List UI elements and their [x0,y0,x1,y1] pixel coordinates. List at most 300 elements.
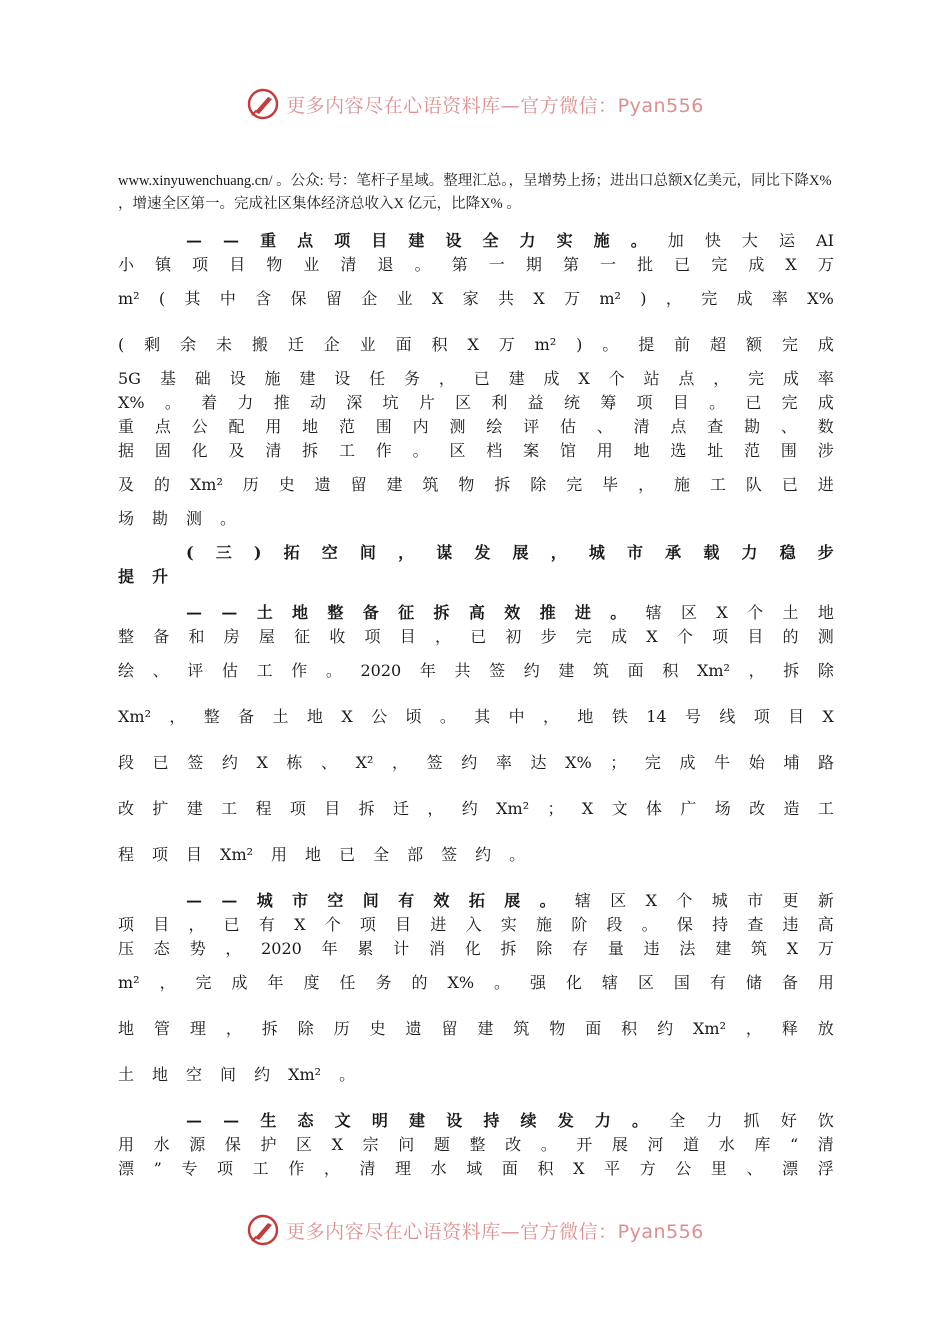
text-char: 深 [346,393,363,412]
text-char: 势 [189,939,206,958]
text-char: 约 [221,753,238,772]
text-char: 已 [339,845,356,864]
text-char: 任 [339,973,356,992]
heading-char: ， [398,543,415,562]
text-char: 更 [782,891,799,910]
text-char: 约 [475,845,492,864]
text-char: 高 [817,915,834,934]
text-char: 围 [375,417,392,436]
text-char: 目 [153,915,170,934]
text-line [118,1134,834,1156]
text-char: 作 [288,1159,305,1178]
text-char: 水 [153,1135,170,1154]
text-char: 企 [361,289,378,308]
text-char: 始 [748,753,765,772]
text-char: 场 [714,799,731,818]
text-char: “ [789,1135,799,1154]
heading-char: 施 [593,231,610,250]
text-char: 历 [333,1019,350,1038]
text-char: 计 [393,939,410,958]
text-char: 历 [242,475,259,494]
text-char: 城 [711,891,728,910]
text-char: 放 [817,1019,834,1038]
text-char: 一 [600,255,617,274]
text-char: 已 [745,393,762,412]
text-char: 目 [186,845,203,864]
text-char: 域 [466,1159,483,1178]
text-char: 存 [572,939,589,958]
text-char: X% [118,393,145,412]
text-char: 、 [321,753,338,772]
text-char: 坑 [382,393,399,412]
text-char: 项 [118,915,135,934]
text-char: 约 [254,1065,271,1084]
text-char: 第 [562,255,579,274]
text-char: 超 [710,335,727,354]
text-char: 整 [118,627,135,646]
text-line [118,254,834,276]
text-char: 作 [291,661,308,680]
text-char: X% [565,753,592,772]
text-char: 查 [707,417,724,436]
text-char: 已 [674,255,691,274]
text-char: 。 [414,255,431,274]
text-char: 。 [325,661,342,680]
text-char: 万 [564,289,581,308]
text-char: ， [438,369,455,388]
text-char: 共 [454,661,471,680]
text-char: X [431,289,444,308]
text-char: 面 [627,661,644,680]
text-char: 筑 [750,939,767,958]
heading-char: 三 [215,543,232,562]
heading-char: 续 [520,1111,537,1130]
text-char: 部 [407,845,424,864]
text-char: 迁 [393,799,410,818]
text-char: 2020 [360,661,402,680]
text-char: 用 [596,441,613,460]
heading-char: 重 [260,231,277,250]
text-line [118,1158,834,1180]
heading-char: 态 [297,1111,314,1130]
text-char: 完 [711,255,728,274]
text-char: 好 [780,1111,797,1130]
heading-char: 力 [519,231,536,250]
text-line [118,542,834,564]
text-char: 其 [474,707,491,726]
text-char: 完 [575,627,592,646]
text-char: 约 [657,1019,674,1038]
text-char: 史 [278,475,295,494]
text-char: 配 [228,417,245,436]
text-char: 区 [610,891,627,910]
text-char: 保 [224,1135,241,1154]
text-char: 约 [461,799,478,818]
text-char: 化 [565,973,582,992]
text-char: 铁 [611,707,628,726]
text-char: 房 [223,627,240,646]
text-char: 任 [369,369,386,388]
heading-char: 力 [594,1111,611,1130]
text-char: 完 [195,973,212,992]
text-char: 推 [273,393,290,412]
text-char: 施 [264,369,281,388]
watermark-header [0,84,950,124]
heading-char: 发 [474,543,491,562]
heading-char: 展 [504,891,521,910]
text-char: ， [392,753,409,772]
text-char: 清 [340,255,357,274]
text-char: X [341,707,353,726]
text-char: 区 [296,1135,313,1154]
text-char: 拆 [358,799,375,818]
text-char: 点 [154,417,171,436]
heading-char: 建 [409,1111,426,1130]
text-char: 理 [395,1159,412,1178]
text-char: 留 [441,1019,458,1038]
text-char: 全 [669,1111,686,1130]
text-char: 除 [530,475,547,494]
text-char: 项 [217,1159,234,1178]
heading-char: 载 [703,543,720,562]
text-char: 签 [426,753,443,772]
text-char: 入 [465,915,482,934]
text-char: ( [118,335,125,354]
text-char: 土 [118,1065,135,1084]
text-char: 个 [608,369,625,388]
text-char: 设 [334,369,351,388]
text-char: 步 [540,627,557,646]
heading-char: — [221,603,238,622]
text-char: 公 [371,707,388,726]
heading-char: 全 [482,231,499,250]
text-char: 动 [309,393,326,412]
text-char: X [822,707,834,726]
text-char: 企 [323,335,340,354]
text-char: 小 [118,255,135,274]
text-char: 段 [606,915,623,934]
text-char: 建 [715,939,732,958]
text-line [118,1110,834,1132]
text-char: 河 [647,1135,664,1154]
text-char: 区 [449,441,466,460]
text-char: 工 [256,661,273,680]
text-char: ” [153,1159,162,1178]
text-char: 栋 [286,753,303,772]
heading-char: 土 [256,603,273,622]
heading-char: 。 [539,891,556,910]
text-char: 年 [267,973,284,992]
heading-char: 拓 [283,543,300,562]
heading-char: 实 [556,231,573,250]
text-char: 压 [118,939,135,958]
text-char: X² [355,753,374,772]
text-char: 搬 [251,335,268,354]
heading-char: 步 [817,543,834,562]
text-char: 全 [373,845,390,864]
text-line [118,938,834,960]
text-char: 数 [817,417,834,436]
text-char: Xm² [696,661,730,680]
heading-char: 生 [260,1111,277,1130]
text-char: 空 [186,1065,203,1084]
text-char: 辖 [645,603,662,622]
text-char: 固 [154,441,171,460]
text-char: 。 [641,915,658,934]
text-char: 段 [118,753,135,772]
text-char: 选 [670,441,687,460]
text-char: 内 [412,417,429,436]
text-char: 新 [817,891,834,910]
text-char: X [716,603,728,622]
text-char: 广 [680,799,697,818]
watermark-footer [0,1210,950,1250]
text-char: 年 [419,661,436,680]
heading-char: 提 [118,567,135,586]
text-char: 浮 [817,1159,834,1178]
text-char: 础 [194,369,211,388]
text-char: 累 [357,939,374,958]
text-char: 宗 [362,1135,379,1154]
text-char: 成 [817,393,834,412]
text-char: 共 [497,289,514,308]
heading-char: 备 [362,603,379,622]
text-char: 整 [469,1135,486,1154]
pen-nib-circle-icon [246,1213,280,1247]
text-char: 估 [559,417,576,436]
text-char: Xm² [220,845,254,864]
heading-char: 设 [445,231,462,250]
text-char: m² [534,335,557,354]
heading-char: — [186,231,202,250]
text-char: 测 [186,509,203,528]
text-char: 成 [611,627,628,646]
heading-char: 点 [297,231,314,250]
text-char: AI [816,231,834,250]
text-char: 阶 [571,915,588,934]
text-char: 完 [748,369,765,388]
text-char: 工 [338,441,355,460]
text-char: ， [543,707,560,726]
text-char: 筹 [600,393,617,412]
text-char: 建 [386,475,403,494]
text-char: 面 [585,1019,602,1038]
text-char: 查 [747,915,764,934]
text-char: 务 [403,369,420,388]
text-char: ， [225,939,242,958]
text-char: 中 [508,707,525,726]
text-char: 消 [428,939,445,958]
text-char: 管 [153,1019,170,1038]
text-line [118,566,834,588]
text-char: 一 [488,255,505,274]
text-line [118,798,834,820]
heading-char: 拆 [433,603,450,622]
heading-char: ) [253,543,262,562]
text-char: 土 [272,707,289,726]
text-char: 年 [321,939,338,958]
text-char: X [331,1135,344,1154]
text-char: 用 [817,973,834,992]
text-char: 目 [747,627,764,646]
text-line [118,1018,834,1040]
text-char: 档 [486,441,503,460]
text-char: 项 [359,915,376,934]
text-line [118,972,834,994]
text-char: 线 [719,707,736,726]
text-char: 除 [536,939,553,958]
text-char: 队 [745,475,762,494]
text-char: 积 [431,335,448,354]
text-char: ， [713,369,730,388]
text-char: 约 [523,661,540,680]
text-char: 点 [670,417,687,436]
text-char: 片 [418,393,435,412]
text-char: 抓 [743,1111,760,1130]
text-char: X [573,1159,585,1178]
text-char: 案 [523,441,540,460]
text-char: 工 [252,1159,269,1178]
text-char: 成 [748,255,765,274]
text-char: 工 [709,475,726,494]
heading-char: 进 [574,603,591,622]
text-char: 重 [118,417,135,436]
text-char: m² [118,973,140,992]
text-char: 签 [489,661,506,680]
text-char: 物 [458,475,475,494]
text-line [118,706,834,728]
text-char: 项 [289,799,306,818]
text-char: 达 [530,753,547,772]
text-char: 留 [325,289,342,308]
text-char: 面 [501,1159,518,1178]
text-char: 。 [509,845,526,864]
text-char: 完 [701,289,718,308]
text-char: 程 [255,799,272,818]
text-char: ( [158,289,166,308]
text-char: 已 [152,753,169,772]
text-line [118,288,834,310]
text-char: 建 [186,799,203,818]
heading-char: 承 [665,543,682,562]
heading-char: 。 [610,603,627,622]
text-char: 造 [783,799,800,818]
text-char: 2020 [261,939,302,958]
text-char: 度 [303,973,320,992]
text-char: 进 [430,915,447,934]
text-char: 收 [329,627,346,646]
text-char: 涉 [817,441,834,460]
text-char: 。 [412,441,429,460]
text-char: 毕 [602,475,619,494]
text-char: ) [640,289,647,308]
text-char: 项 [753,707,770,726]
text-char: 筑 [593,661,610,680]
heading-char: — [186,1111,202,1130]
text-char: 。 [164,393,181,412]
text-char: 遗 [405,1019,422,1038]
text-char: X [578,369,590,388]
text-char: 整 [203,707,220,726]
heading-char: 文 [334,1111,351,1130]
heading-char: 城 [256,891,273,910]
heading-char: 拓 [468,891,485,910]
heading-char: 项 [334,231,351,250]
text-char: 体 [645,799,662,818]
text-char: 中 [219,289,236,308]
text-char: 辖 [574,891,591,910]
text-char: 批 [637,255,654,274]
text-char: X [256,753,268,772]
text-char: Xm² [693,1019,726,1038]
text-char: 地 [633,441,650,460]
text-char: 签 [187,753,204,772]
text-char: 测 [449,417,466,436]
text-char: X [786,939,799,958]
text-char: ， [169,707,186,726]
text-char: 留 [350,475,367,494]
text-char: 个 [747,603,764,622]
text-char: 建 [477,1019,494,1038]
heading-char: 展 [512,543,529,562]
text-char: 作 [375,441,392,460]
text-char: 益 [527,393,544,412]
text-char: 建 [508,369,525,388]
text-char: 地 [302,417,319,436]
text-char: 用 [265,417,282,436]
text-char: 专 [181,1159,198,1178]
text-char: ； [610,753,627,772]
text-char: Xm² [118,707,151,726]
text-char: 目 [229,255,246,274]
text-char: 饮 [817,1111,834,1130]
text-char: X [294,915,306,934]
text-char: 地 [118,1019,135,1038]
text-char: 改 [749,799,766,818]
text-char: 围 [780,441,797,460]
text-char: 除 [817,661,834,680]
heading-char: 整 [327,603,344,622]
text-char: 间 [220,1065,237,1084]
text-char: 扩 [152,799,169,818]
text-char: 站 [643,369,660,388]
text-char: 迁 [287,335,304,354]
text-char: 源 [189,1135,206,1154]
text-char: 成 [231,973,248,992]
text-char: 的 [782,627,799,646]
text-char: 积 [621,1019,638,1038]
heading-char: 市 [627,543,644,562]
text-char: 个 [676,627,693,646]
text-char: 成 [782,369,799,388]
text-char: 勘 [152,509,169,528]
text-char: 。 [339,1065,356,1084]
text-char: 进 [817,475,834,494]
heading-char: ( [186,543,194,562]
text-char: 前 [674,335,691,354]
text-char: 物 [549,1019,566,1038]
text-char: 范 [744,441,761,460]
text-char: 开 [576,1135,593,1154]
text-line [118,1064,834,1086]
text-char: 估 [221,661,238,680]
text-char: 勘 [744,417,761,436]
text-char: 成 [736,289,753,308]
text-char: X% [807,289,834,308]
text-char: X% [447,973,475,992]
text-char: 地 [306,707,323,726]
text-char: 目 [788,707,805,726]
